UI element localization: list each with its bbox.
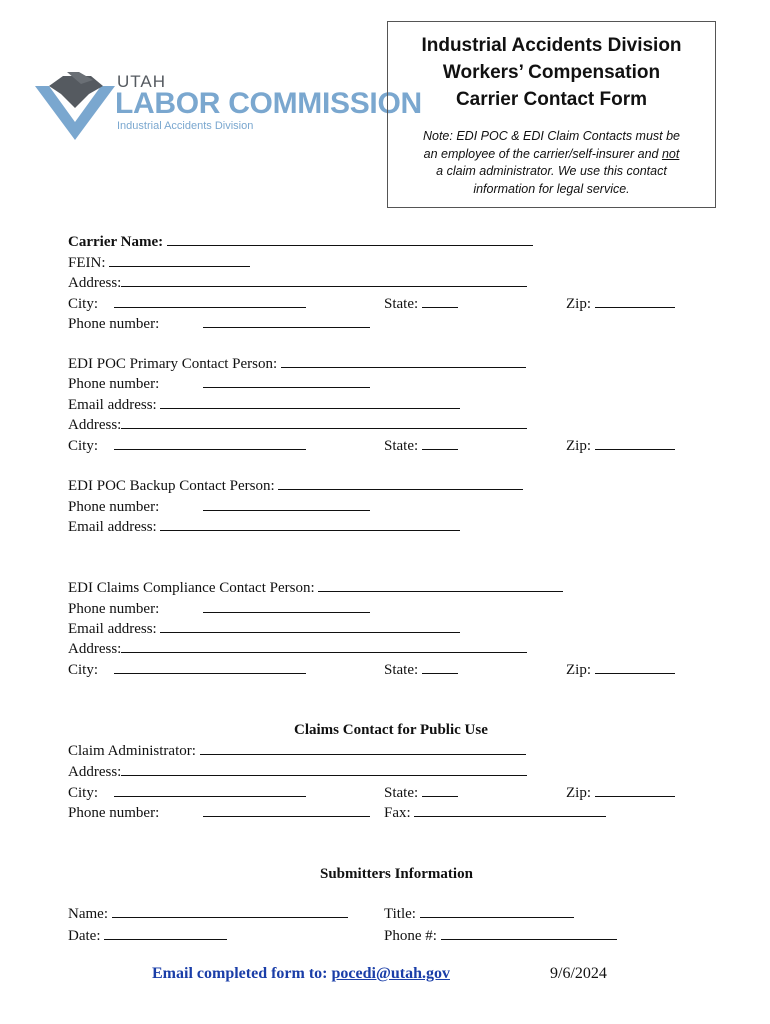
submitter-heading: Submitters Information xyxy=(320,866,473,882)
submitter-date-label: Date: xyxy=(68,928,101,944)
carrier-zip-row xyxy=(566,294,675,314)
logo-division: Industrial Accidents Division xyxy=(117,120,254,132)
edi-claims-city-label: City: xyxy=(68,662,99,678)
edi-claims-state-row xyxy=(384,660,458,680)
edi-primary-state-label: State: xyxy=(384,438,419,454)
public-fax-label: Fax: xyxy=(384,805,411,821)
edi-primary-person-field[interactable] xyxy=(281,354,526,368)
submitter-phone-field[interactable] xyxy=(441,926,617,940)
carrier-city-label: City: xyxy=(68,296,99,312)
carrier-phone-label: Phone number: xyxy=(68,316,160,332)
edi-primary-person-label: EDI POC Primary Contact Person: xyxy=(68,356,278,372)
edi-backup-email-field[interactable] xyxy=(160,517,460,531)
edi-backup-person-field[interactable] xyxy=(278,476,523,490)
submitter-title-label: Title: xyxy=(384,906,416,922)
fein-row xyxy=(68,253,250,273)
note-line-4: information for legal service. xyxy=(473,181,630,196)
edi-primary-phone-field[interactable] xyxy=(203,374,370,388)
edi-claims-state-label: State: xyxy=(384,662,419,678)
note-line-3: a claim administrator. We use this contact xyxy=(436,164,667,178)
form-title xyxy=(388,32,715,113)
logo-state: UTAH xyxy=(117,72,167,91)
carrier-address-label: Address: xyxy=(68,275,122,291)
edi-primary-city-label: City: xyxy=(68,438,99,454)
email-prefix: Email completed form to: xyxy=(152,965,328,982)
note-line-2: an employee of the carrier/self-insurer and not xyxy=(423,146,680,161)
edi-claims-email-field[interactable] xyxy=(160,619,460,633)
carrier-city-field[interactable] xyxy=(114,294,306,308)
edi-primary-state-row xyxy=(384,436,458,456)
edi-claims-phone-field[interactable] xyxy=(203,599,370,613)
edi-claims-address-row xyxy=(68,639,527,659)
note-line-1: Note: EDI POC & EDI Claim Contacts must be xyxy=(422,129,681,143)
edi-backup-person-label: EDI POC Backup Contact Person: xyxy=(68,478,275,494)
carrier-state-label: State: xyxy=(384,296,419,312)
public-state-label: State: xyxy=(384,785,419,801)
submitter-name-field[interactable] xyxy=(112,904,348,918)
carrier-state-field[interactable] xyxy=(422,294,458,308)
submitter-phone-label: Phone #: xyxy=(384,928,437,944)
carrier-state-row xyxy=(384,294,458,314)
public-state-field[interactable] xyxy=(422,783,458,797)
claim-admin-row xyxy=(68,741,526,761)
edi-claims-state-field[interactable] xyxy=(422,660,458,674)
public-zip-field[interactable] xyxy=(595,783,675,797)
edi-primary-address-label: Address: xyxy=(68,417,122,433)
edi-claims-zip-row xyxy=(566,660,675,680)
edi-claims-person-row xyxy=(68,578,563,598)
labor-commission-logo xyxy=(33,72,422,144)
public-fax-row xyxy=(384,803,606,823)
submitter-title-field[interactable] xyxy=(420,904,574,918)
edi-primary-email-field[interactable] xyxy=(160,395,460,409)
logo-name: LABOR COMMISSION xyxy=(115,87,422,120)
carrier-zip-field[interactable] xyxy=(595,294,675,308)
carrier-name-label: Carrier Name: xyxy=(68,234,164,250)
title-line-3: Carrier Contact Form xyxy=(455,89,648,110)
public-address-field[interactable] xyxy=(121,762,527,776)
edi-primary-address-field[interactable] xyxy=(121,415,527,429)
public-phone-field[interactable] xyxy=(203,803,370,817)
edi-backup-email-row xyxy=(68,517,460,537)
form-title-box xyxy=(387,21,716,208)
edi-claims-person-field[interactable] xyxy=(318,578,563,592)
edi-claims-email-row xyxy=(68,619,460,639)
public-address-row xyxy=(68,762,527,782)
public-fax-field[interactable] xyxy=(414,803,606,817)
edi-backup-phone-field[interactable] xyxy=(203,497,370,511)
edi-primary-person-row xyxy=(68,354,526,374)
submitter-name-label: Name: xyxy=(68,906,108,922)
submitter-title-row xyxy=(384,904,574,924)
edi-backup-phone-label: Phone number: xyxy=(68,499,160,515)
edi-claims-city-field[interactable] xyxy=(114,660,306,674)
claim-admin-field[interactable] xyxy=(200,741,526,755)
carrier-phone-field[interactable] xyxy=(203,314,370,328)
edi-claims-email-label: Email address: xyxy=(68,621,157,637)
public-phone-label: Phone number: xyxy=(68,805,160,821)
edi-backup-person-row xyxy=(68,476,523,496)
edi-primary-email-label: Email address: xyxy=(68,397,157,413)
claim-admin-label: Claim Administrator: xyxy=(68,743,196,759)
email-link[interactable]: pocedi@utah.gov xyxy=(331,965,450,982)
form-date: 9/6/2024 xyxy=(550,965,607,982)
edi-claims-person-label: EDI Claims Compliance Contact Person: xyxy=(68,580,315,596)
public-city-label: City: xyxy=(68,785,99,801)
edi-claims-address-field[interactable] xyxy=(121,639,527,653)
public-city-field[interactable] xyxy=(114,783,306,797)
carrier-name-row xyxy=(68,232,533,252)
public-zip-row xyxy=(566,783,675,803)
carrier-address-row xyxy=(68,273,527,293)
fein-label: FEIN: xyxy=(68,255,106,271)
edi-primary-phone-label: Phone number: xyxy=(68,376,160,392)
submitter-date-field[interactable] xyxy=(104,926,227,940)
public-heading: Claims Contact for Public Use xyxy=(294,722,488,738)
public-address-label: Address: xyxy=(68,764,122,780)
submitter-name-row xyxy=(68,904,348,924)
public-state-row xyxy=(384,783,458,803)
edi-claims-zip-field[interactable] xyxy=(595,660,675,674)
edi-claims-address-label: Address: xyxy=(68,641,122,657)
carrier-name-field[interactable] xyxy=(167,232,533,246)
edi-claims-zip-label: Zip: xyxy=(566,662,591,678)
edi-primary-city-field[interactable] xyxy=(114,436,306,450)
edi-claims-phone-label: Phone number: xyxy=(68,601,160,617)
public-zip-label: Zip: xyxy=(566,785,591,801)
submitter-date-row xyxy=(68,926,227,946)
form-note xyxy=(396,128,707,198)
carrier-address-field[interactable] xyxy=(121,273,527,287)
carrier-zip-label: Zip: xyxy=(566,296,591,312)
title-line-1: Industrial Accidents Division xyxy=(421,35,682,56)
edi-primary-email-row xyxy=(68,395,460,415)
email-instruction xyxy=(152,965,450,983)
submitter-phone-row xyxy=(384,926,617,946)
edi-backup-email-label: Email address: xyxy=(68,519,157,535)
edi-primary-zip-label: Zip: xyxy=(566,438,591,454)
edi-primary-address-row xyxy=(68,415,527,435)
title-line-2: Workers’ Compensation xyxy=(442,62,661,83)
edi-primary-state-field[interactable] xyxy=(422,436,458,450)
fein-field[interactable] xyxy=(109,253,250,267)
edi-primary-zip-field[interactable] xyxy=(595,436,675,450)
edi-primary-zip-row xyxy=(566,436,675,456)
